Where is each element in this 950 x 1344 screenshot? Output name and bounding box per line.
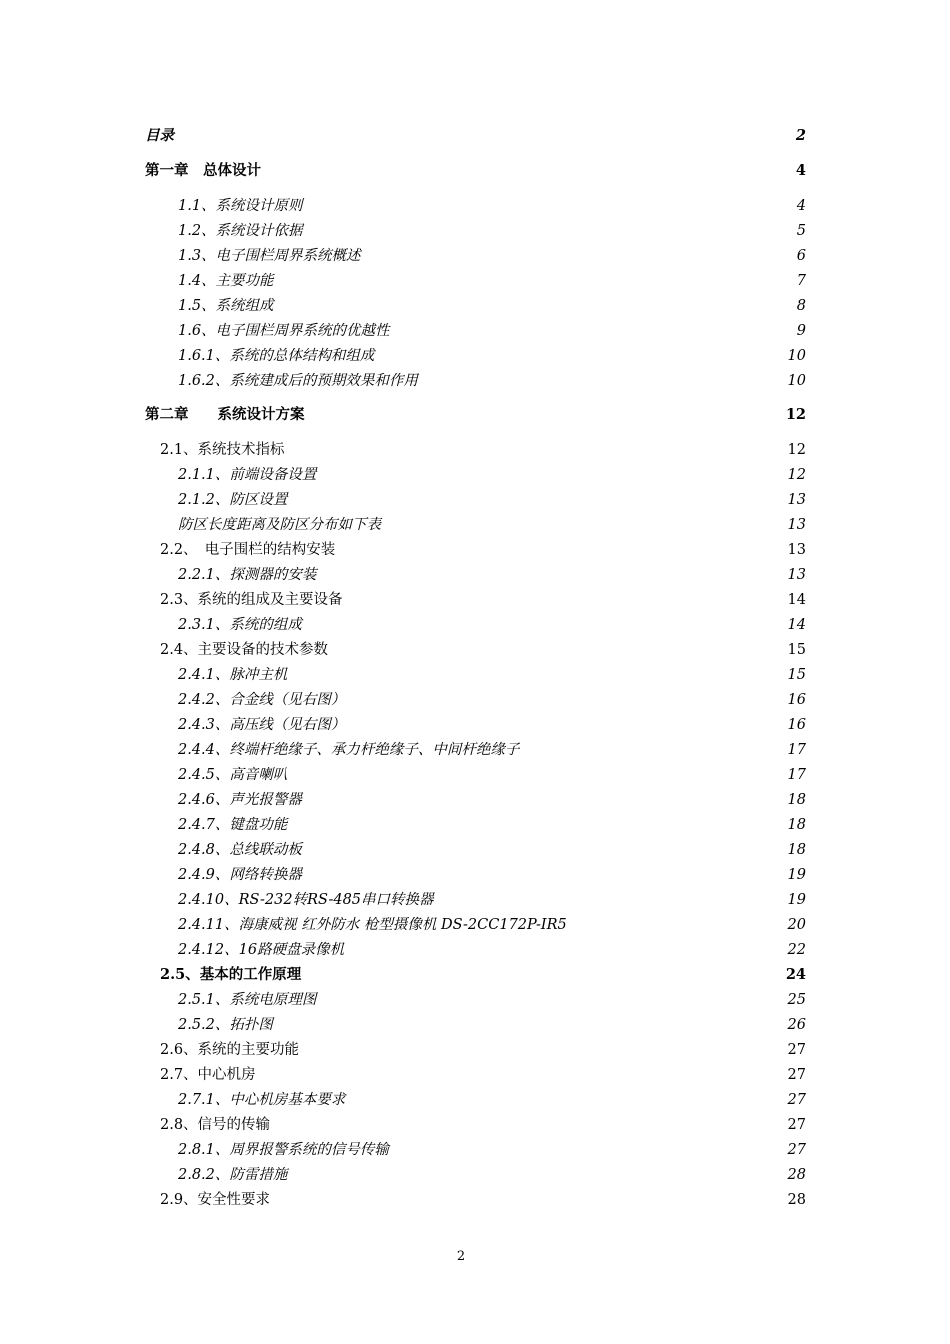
toc-entry-label: 第二章 系统设计方案 [145, 406, 305, 423]
toc-entry-contents-heading[interactable] [0, 125, 950, 147]
toc-entry[interactable] [0, 439, 950, 461]
toc-entry-label: 2.4.2、合金线（见右图） [178, 692, 346, 708]
toc-entry-page: 28 [787, 1167, 806, 1183]
toc-entry[interactable] [0, 564, 950, 586]
toc-entry[interactable] [0, 220, 950, 242]
toc-entry-label: 2.1.1、前端设备设置 [178, 467, 317, 483]
toc-entry[interactable] [0, 464, 950, 486]
toc-entry[interactable] [0, 964, 950, 986]
toc-entry-page: 25 [787, 992, 806, 1008]
toc-entry-page: 15 [787, 642, 806, 658]
toc-entry[interactable] [0, 889, 950, 911]
toc-entry[interactable] [0, 1189, 950, 1211]
toc-entry[interactable] [0, 370, 950, 392]
toc-entry-label: 2.8.2、防雷措施 [178, 1167, 288, 1183]
toc-entry-label: 2.1.2、防区设置 [178, 492, 288, 508]
toc-entry-page: 4 [796, 198, 806, 214]
toc-entry-label: 1.4、主要功能 [178, 273, 274, 289]
toc-entry-page: 27 [787, 1117, 806, 1133]
toc-entry-page: 10 [787, 348, 806, 364]
toc-entry-label: 1.6、电子围栏周界系统的优越性 [178, 323, 390, 339]
toc-entry[interactable] [0, 689, 950, 711]
toc-entry-label: 2.6、系统的主要功能 [160, 1042, 300, 1058]
toc-entry-label: 1.6.1、系统的总体结构和组成 [178, 348, 375, 364]
toc-entry-label: 1.2、系统设计依据 [178, 223, 303, 239]
toc-entry-page: 13 [787, 517, 806, 533]
toc-entry-page: 12 [787, 467, 806, 483]
toc-entry[interactable] [0, 295, 950, 317]
toc-entry-page: 27 [787, 1092, 806, 1108]
toc-entry-label: 1.1、系统设计原则 [178, 198, 303, 214]
toc-entry-page: 16 [787, 717, 806, 733]
toc-entry[interactable] [0, 539, 950, 561]
toc-entry-label: 2.3.1、系统的组成 [178, 617, 302, 633]
toc-entry[interactable] [0, 614, 950, 636]
toc-entry-label: 2.5.1、系统电原理图 [178, 992, 317, 1008]
toc-entry-label: 2.3、系统的组成及主要设备 [160, 592, 343, 608]
toc-entry-page: 15 [787, 667, 806, 683]
toc-entry-label: 1.6.2、系统建成后的预期效果和作用 [178, 373, 418, 389]
toc-entry-page: 16 [787, 692, 806, 708]
toc-entry-chapter-2[interactable] [0, 404, 950, 426]
toc-entry[interactable] [0, 1064, 950, 1086]
toc-entry-page: 26 [787, 1017, 806, 1033]
toc-entry[interactable] [0, 1039, 950, 1061]
toc-entry-label: 2.4.5、高音喇叭 [178, 767, 288, 783]
toc-entry-page: 9 [796, 323, 806, 339]
toc-entry-page: 19 [787, 892, 806, 908]
toc-entry-label: 2.4.7、键盘功能 [178, 817, 288, 833]
toc-entry-label: 2.1、系统技术指标 [160, 442, 285, 458]
toc-entry-label: 2.5、基本的工作原理 [160, 966, 302, 983]
toc-entry[interactable] [0, 989, 950, 1011]
toc-entry-page: 13 [787, 492, 806, 508]
toc-entry[interactable] [0, 839, 950, 861]
toc-entry-page: 10 [787, 373, 806, 389]
toc-entry-label: 2.4.8、总线联动板 [178, 842, 302, 858]
toc-entry-label: 2.4、主要设备的技术参数 [160, 642, 329, 658]
toc-entry-page: 18 [787, 792, 806, 808]
toc-entry[interactable] [0, 320, 950, 342]
toc-entry-label: 2.8、信号的传输 [160, 1117, 271, 1133]
toc-entry-page: 2 [795, 127, 806, 144]
toc-entry-page: 12 [787, 442, 806, 458]
toc-entry-page: 27 [787, 1042, 806, 1058]
toc-entry-page: 14 [787, 617, 806, 633]
toc-entry-page: 7 [796, 273, 806, 289]
toc-entry-page: 20 [787, 917, 806, 933]
toc-entry-label: 目录 [145, 127, 174, 144]
toc-entry-page: 13 [787, 567, 806, 583]
toc-entry-page: 28 [787, 1192, 806, 1208]
toc-entry-page: 14 [787, 592, 806, 608]
toc-entry-label: 2.4.9、网络转换器 [178, 867, 302, 883]
toc-entry[interactable] [0, 514, 950, 536]
toc-entry-label: 2.4.1、脉冲主机 [178, 667, 288, 683]
toc-entry-label: 2.4.4、终端杆绝缘子、承力杆绝缘子、中间杆绝缘子 [178, 742, 520, 758]
toc-entry[interactable] [0, 195, 950, 217]
toc-entry[interactable] [0, 714, 950, 736]
toc-entry[interactable] [0, 345, 950, 367]
toc-entry-page: 27 [787, 1067, 806, 1083]
toc-entry-page: 6 [796, 248, 806, 264]
toc-entry-label: 2.9、安全性要求 [160, 1192, 271, 1208]
toc-entry[interactable] [0, 245, 950, 267]
toc-entry[interactable] [0, 270, 950, 292]
toc-entry-label: 1.3、电子围栏周界系统概述 [178, 248, 361, 264]
toc-entry-page: 27 [787, 1142, 806, 1158]
toc-entry-label: 2.8.1、周界报警系统的信号传输 [178, 1142, 389, 1158]
toc-entry-page: 13 [787, 542, 806, 558]
toc-entry[interactable] [0, 664, 950, 686]
toc-entry-chapter-1[interactable] [0, 160, 950, 182]
toc-entry-label: 2.7.1、中心机房基本要求 [178, 1092, 346, 1108]
toc-entry[interactable] [0, 1164, 950, 1186]
toc-entry-page: 18 [787, 817, 806, 833]
toc-entry-label: 2.2、 电子围栏的结构安装 [160, 542, 336, 558]
toc-entry-page: 5 [796, 223, 806, 239]
toc-entry[interactable] [0, 814, 950, 836]
toc-entry-page: 24 [785, 966, 806, 983]
toc-entry[interactable] [0, 1014, 950, 1036]
toc-entry[interactable] [0, 939, 950, 961]
toc-entry[interactable] [0, 764, 950, 786]
toc-entry-label: 2.7、中心机房 [160, 1067, 256, 1083]
toc-entry-label: 1.5、系统组成 [178, 298, 274, 314]
toc-entry-label: 2.4.12、16路硬盘录像机 [178, 942, 345, 958]
toc-entry[interactable] [0, 639, 950, 661]
toc-entry-page: 8 [796, 298, 806, 314]
toc-entry-label: 2.4.11、海康威视 红外防水 枪型摄像机 DS-2CC172P-IR5 [178, 917, 567, 933]
toc-entry-label: 2.4.6、声光报警器 [178, 792, 302, 808]
page-number: 2 [456, 1249, 466, 1264]
toc-entry-page: 19 [787, 867, 806, 883]
toc-entry[interactable] [0, 1114, 950, 1136]
toc-entry[interactable] [0, 739, 950, 761]
toc-entry-label: 防区长度距离及防区分布如下表 [178, 517, 381, 533]
toc-entry-page: 4 [795, 162, 806, 179]
toc-entry-page: 22 [787, 942, 806, 958]
toc-entry[interactable] [0, 489, 950, 511]
toc-entry-label: 2.4.3、高压线（见右图） [178, 717, 346, 733]
toc-entry-page: 18 [787, 842, 806, 858]
toc-entry-page: 17 [787, 767, 806, 783]
toc-entry[interactable] [0, 789, 950, 811]
toc-entry[interactable] [0, 914, 950, 936]
toc-entry[interactable] [0, 1089, 950, 1111]
toc-entry-label: 2.5.2、拓扑图 [178, 1017, 273, 1033]
toc-entry-label: 2.2.1、探测器的安装 [178, 567, 317, 583]
toc-entry-label: 第一章 总体设计 [145, 162, 261, 179]
toc-entry[interactable] [0, 1139, 950, 1161]
toc-entry-page: 12 [785, 406, 806, 423]
toc-entry-page: 17 [787, 742, 806, 758]
toc-entry[interactable] [0, 864, 950, 886]
toc-entry-label: 2.4.10、RS-232转RS-485串口转换器 [178, 892, 434, 908]
toc-entry[interactable] [0, 589, 950, 611]
